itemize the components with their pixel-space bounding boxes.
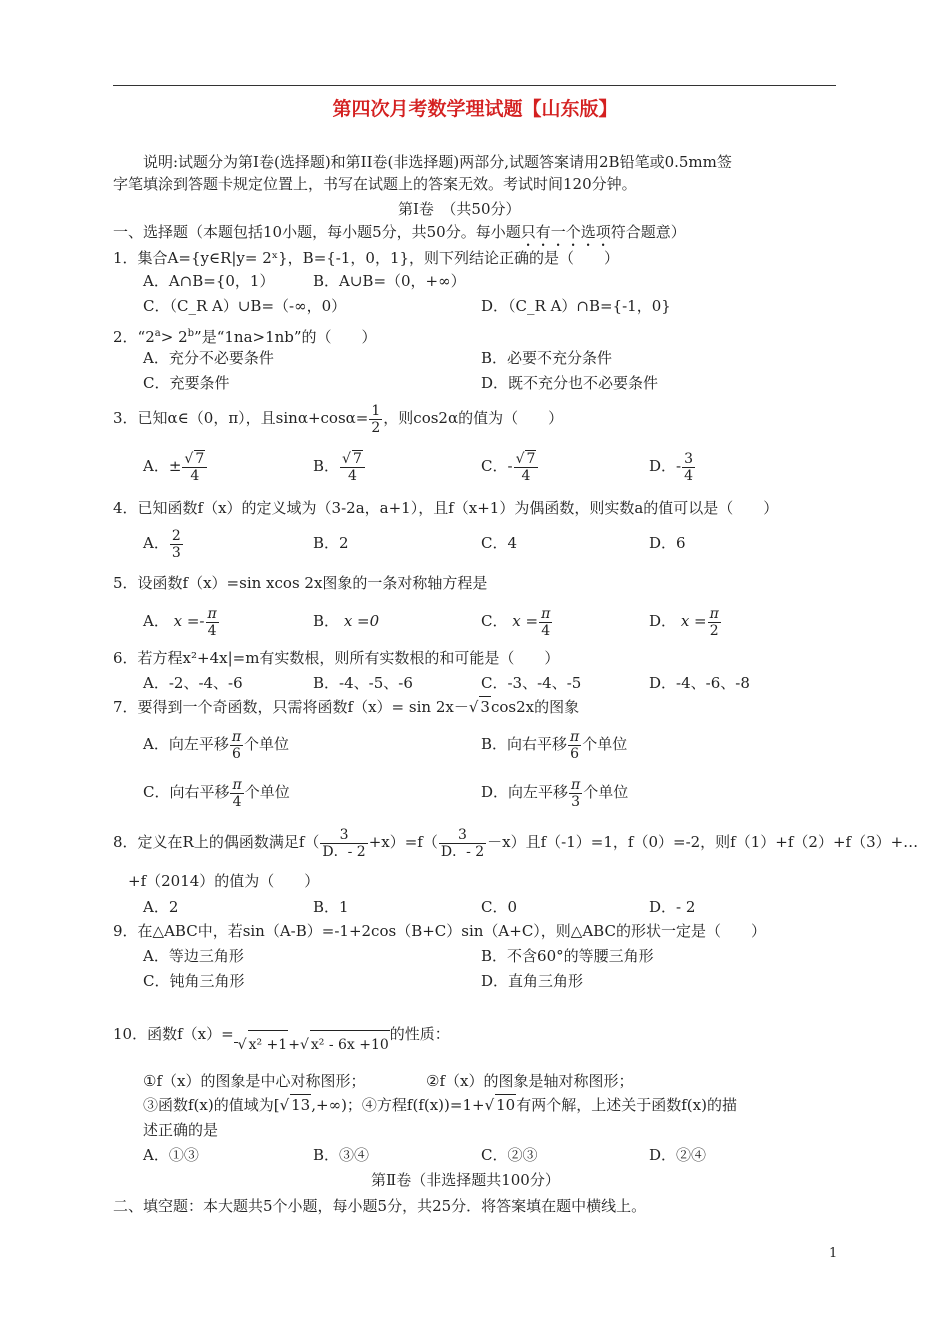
q1-option-d: D．（C_R A）∩B={-1，0} — [481, 297, 671, 315]
q5-option-b: B． x =0 — [313, 612, 380, 630]
q10-property-1: ①f（x）的图象是中心对称图形； — [143, 1072, 366, 1090]
q10-property-2: ②f（x）的图象是轴对称图形； — [426, 1072, 634, 1090]
q10-option-c: C．②③ — [481, 1146, 538, 1164]
q2-option-a: A．充分不必要条件 — [143, 349, 274, 367]
q9-stem: 9．在△ABC中，若sin（A-B）=-1+2cos（B+C）sin（A+C），则△ABC的形状一定是（ ） — [113, 922, 766, 940]
q3-stem: 3．已知α∈（0，π），且sinα+cosα= $\frac{1}{2}$ ，则cos2α的值为（ ） — [113, 402, 564, 436]
q10-stem: 10．函数f（x）=√ x² +1+√ x² - 6x +10的性质： — [113, 1020, 450, 1059]
q9-option-c: C．钝角三角形 — [143, 972, 245, 990]
q8-option-a: A．2 — [143, 898, 179, 916]
q8-option-c: C．0 — [481, 898, 518, 916]
q5-stem: 5．设函数f（x）=sin xcos 2x图象的一条对称轴方程是 — [113, 574, 488, 592]
q9-option-d: D．直角三角形 — [481, 972, 584, 990]
intro-line-2: 字笔填涂到答题卡规定位置上，书写在试题上的答案无效。考试时间120分钟。 — [113, 175, 637, 193]
q1-option-b: B．A∪B=（0，+∞） — [313, 272, 466, 290]
q8-option-b: B．1 — [313, 898, 349, 916]
header-rule — [113, 85, 836, 86]
q3-option-a: A．± $\frac{√ 7}{4}$ — [143, 448, 208, 484]
q3-option-c: C．- $\frac{√ 7}{4}$ — [481, 448, 539, 484]
q5-option-d: D． x = $\frac{\pi}{2}$ — [649, 605, 719, 639]
q8-stem: 8．定义在R上的偶函数满足f（ $\frac{3}{D.- 2}$ +x）=f（ $\frac{3}{D.- 2}$ －x）且f（-1）=1，f（0）=-2，则f（1）+f（2）+f（3）+… — [113, 826, 919, 860]
q8-stem-line-2: +f（2014）的值为（ ） — [128, 872, 320, 890]
q4-option-a: A． $\frac{2}{3}$ — [143, 527, 181, 561]
q3-fraction: $\frac{1}{2}$ — [371, 402, 381, 436]
q3-option-d: D．- $\frac{3}{4}$ — [649, 450, 694, 484]
q1-stem: 1．集合A={y∈R|y= 2ˣ}，B={-1，0，1}，则下列结论正确的是（ ） — [113, 249, 620, 267]
q6-option-c: C．-3、-4、-5 — [481, 674, 582, 692]
q1-option-c: C．（C_R A）∪B=（-∞，0） — [143, 297, 347, 315]
q5-option-a: A． x =- $\frac{\pi}{4}$ — [143, 605, 217, 639]
q1-option-a: A．A∩B={0，1） — [143, 272, 275, 290]
page-title: 第四次月考数学理试题【山东版】 — [332, 98, 618, 120]
q7-option-c: C．向右平移 $\frac{\pi}{4}$ 个单位 — [143, 776, 290, 810]
q4-option-b: B．2 — [313, 534, 349, 552]
q6-option-d: D．-4、-6、-8 — [649, 674, 750, 692]
q2-option-b: B．必要不充分条件 — [481, 349, 613, 367]
q3-option-b: B． $\frac{√ 7}{4}$ — [313, 448, 366, 484]
q8-option-d: D．- 2 — [649, 898, 696, 916]
section1-heading: 一、选择题（本题包括10小题，每小题5分，共50分。每小题只有一个选项符合题意） — [113, 223, 686, 241]
q5-option-c: C． x = $\frac{\pi}{4}$ — [481, 605, 551, 639]
q9-option-b: B．不含60°的等腰三角形 — [481, 947, 654, 965]
q7-option-a: A．向左平移 $\frac{\pi}{6}$ 个单位 — [143, 728, 290, 762]
section2-heading: 二、填空题：本大题共5个小题，每小题5分，共25分．将答案填在题中横线上。 — [113, 1197, 647, 1215]
intro-line-1: 说明:试题分为第Ⅰ卷(选择题)和第II卷(非选择题)两部分,试题答案请用2B铅笔或0.5mm签 — [143, 153, 732, 171]
q4-option-c: C．4 — [481, 534, 518, 552]
q2-option-c: C．充要条件 — [143, 374, 230, 392]
q7-stem: 7．要得到一个奇函数，只需将函数f（x）= sin 2x－√ 3cos2x的图象 — [113, 698, 580, 716]
q7-option-b: B．向右平移 $\frac{\pi}{6}$ 个单位 — [481, 728, 628, 762]
q7-option-d: D．向左平移 $\frac{\pi}{3}$ 个单位 — [481, 776, 629, 810]
part2-title: 第Ⅱ卷（非选择题共100分） — [371, 1171, 560, 1189]
page-number: 1 — [829, 1246, 838, 1261]
q6-option-b: B．-4、-5、-6 — [313, 674, 413, 692]
q2-option-d: D．既不充分也不必要条件 — [481, 374, 659, 392]
q10-option-a: A．①③ — [143, 1146, 199, 1164]
q4-option-d: D．6 — [649, 534, 686, 552]
q4-stem: 4．已知函数f（x）的定义域为（3-2a，a+1），且f（x+1）为偶函数，则实数a的值可以是（ ） — [113, 499, 779, 517]
q10-option-b: B．③④ — [313, 1146, 370, 1164]
q9-option-a: A．等边三角形 — [143, 947, 244, 965]
q10-option-d: D．②④ — [649, 1146, 707, 1164]
q6-stem: 6．若方程x²+4x|=m有实数根，则所有实数根的和可能是（ ） — [113, 649, 560, 667]
q10-property-tail: 述正确的是 — [143, 1121, 219, 1139]
q6-option-a: A．-2、-4、-6 — [143, 674, 243, 692]
part1-title: 第Ⅰ卷 （共50分） — [398, 200, 521, 218]
q2-stem: 2．“$2^a> 2^b$”是“1na>1nb”的（ ） — [113, 328, 377, 346]
q10-property-3-4: ③函数f(x)的值域为[√ 13,+∞)；④方程f(f(x))=1+√ 10有两个解，上述关于函数f(x)的描 — [143, 1096, 737, 1114]
